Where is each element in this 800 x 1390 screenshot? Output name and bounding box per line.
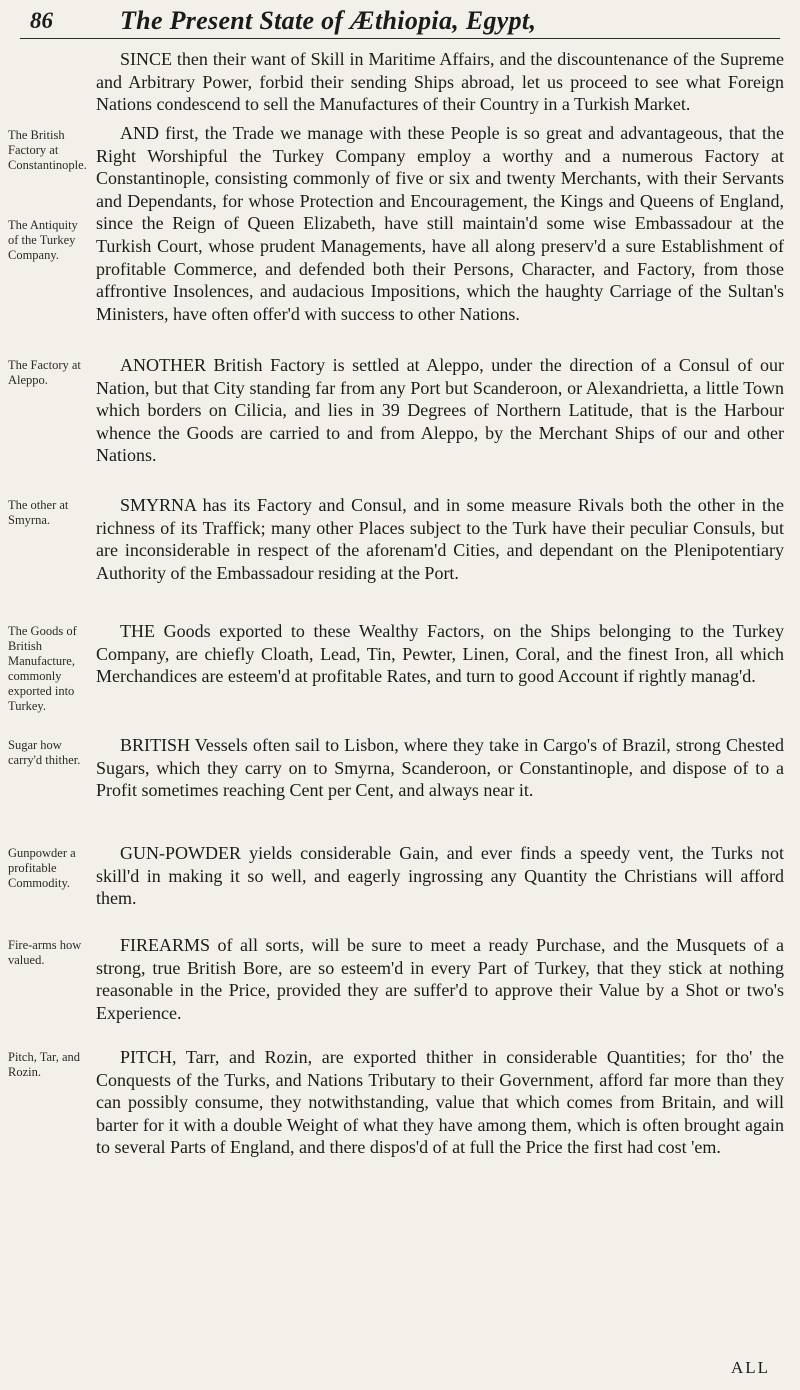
margin-note: Pitch, Tar, and Rozin. bbox=[8, 1050, 80, 1079]
paragraph-text: AND first, the Trade we manage with these People is so great and advantageous, that the Right Worshipful the Turkey Company employ a worthy and a numerous Factory at Constantinople, consisting commonly of five or six and twenty Merchants, with their Servants and Dependants, for whose Protection and Encouragement, the Kings and Queens of England, since the Reign of Queen Elizabeth, have still maintain'd some wise Embassadour at the Turkish Court, whose prudent Managements, have all along preserv'd a sure Establishment of profitable Commerce, and defended both their Persons, Character, and Factory, from those affrontive Insolences, and audacious Impositions, which the haughty Carriage of the Sultan's Ministers, have often offer'd with success to other Nations. bbox=[96, 123, 784, 324]
paragraph-text: SINCE then their want of Skill in Maritime Affairs, and the discountenance of the Supreme and Arbitrary Power, forbid their sending Ships abroad, let us proceed to see what Foreign Nations condescend to sell the Manufactures of their Country in a Turkish Market. bbox=[96, 49, 784, 115]
margin-note: The British Factory at Constantinople. bbox=[8, 128, 87, 172]
margin-note: Sugar how carry'd thither. bbox=[8, 738, 81, 767]
running-title: The Present State of Æthiopia, Egypt, bbox=[120, 6, 537, 35]
margin-note: Fire-arms how valued. bbox=[8, 938, 82, 967]
margin-note: The other at Smyrna. bbox=[8, 498, 69, 527]
paragraph-text: ANOTHER British Factory is settled at Aleppo, under the direction of a Consul of our Nation, but that City standing far from any Port but Scanderoon, or Alexandrietta, a little Town which borders on Cilicia, and lies in 39 Degrees of Northern Latitude, that is the Harbour whence the Goods are carried to and from Aleppo, by the Merchant Ships of our and other Nations. bbox=[96, 355, 784, 466]
paragraph-text: SMYRNA has its Factory and Consul, and in some measure Rivals both the other in the richness of its Traffick; many other Places subject to the Turk have their peculiar Consuls, but are inconsiderable in respect of the aforenam'd Cities, and dependant on the Plenipotentiary Authority of the Embassadour residing at the Port. bbox=[96, 495, 784, 583]
margin-note: Gunpowder a profitable Commodity. bbox=[8, 846, 76, 890]
paragraph-text: PITCH, Tarr, and Rozin, are exported thither in considerable Quantities; for tho' the Conquests of the Turks, and Nations Tributary to their Government, afford far more than they can possibly consume, they notwithstanding, value that which comes from Britain, and will barter for it with a double Weight of what they have among them, which is often brought again to several Parts of England, and there dispos'd of at full the Price the first had cost 'em. bbox=[96, 1047, 784, 1158]
paragraph-text: GUN-POWDER yields considerable Gain, and ever finds a speedy vent, the Turks not skill'd in making it so well, and eagerly ingrossing any Quantity the Christians will afford them. bbox=[96, 843, 784, 909]
page-number: 86 bbox=[30, 8, 53, 33]
margin-note: The Antiquity of the Turkey Company. bbox=[8, 218, 78, 262]
page-header bbox=[20, 4, 780, 39]
paragraph-text: BRITISH Vessels often sail to Lisbon, where they take in Cargo's of Brazil, strong Chested Sugars, which they carry on to Smyrna, Scanderoon, or Constantinople, and dispose of to a Profit sometimes reaching Cent per Cent, and always near it. bbox=[96, 735, 784, 801]
margin-note: The Factory at Aleppo. bbox=[8, 358, 81, 387]
paragraph-text: FIREARMS of all sorts, will be sure to meet a ready Purchase, and the Musquets of a strong, true British Bore, are so esteem'd in every Part of Turkey, that they stick at nothing reasonable in the Price, provided they are suffer'd to approve their Value by a Shot or two's Experience. bbox=[96, 935, 784, 1023]
paragraph-text: THE Goods exported to these Wealthy Factors, on the Ships belonging to the Turkey Company, are chiefly Cloath, Lead, Tin, Pewter, Linen, Coral, and the finest Iron, all which Merchandices are esteem'd at profitable Rates, and turn to good Account if rightly manag'd. bbox=[96, 621, 784, 687]
margin-note: The Goods of British Manufacture, commonly exported into Turkey. bbox=[8, 624, 77, 713]
catchword: ALL bbox=[730, 1358, 770, 1377]
